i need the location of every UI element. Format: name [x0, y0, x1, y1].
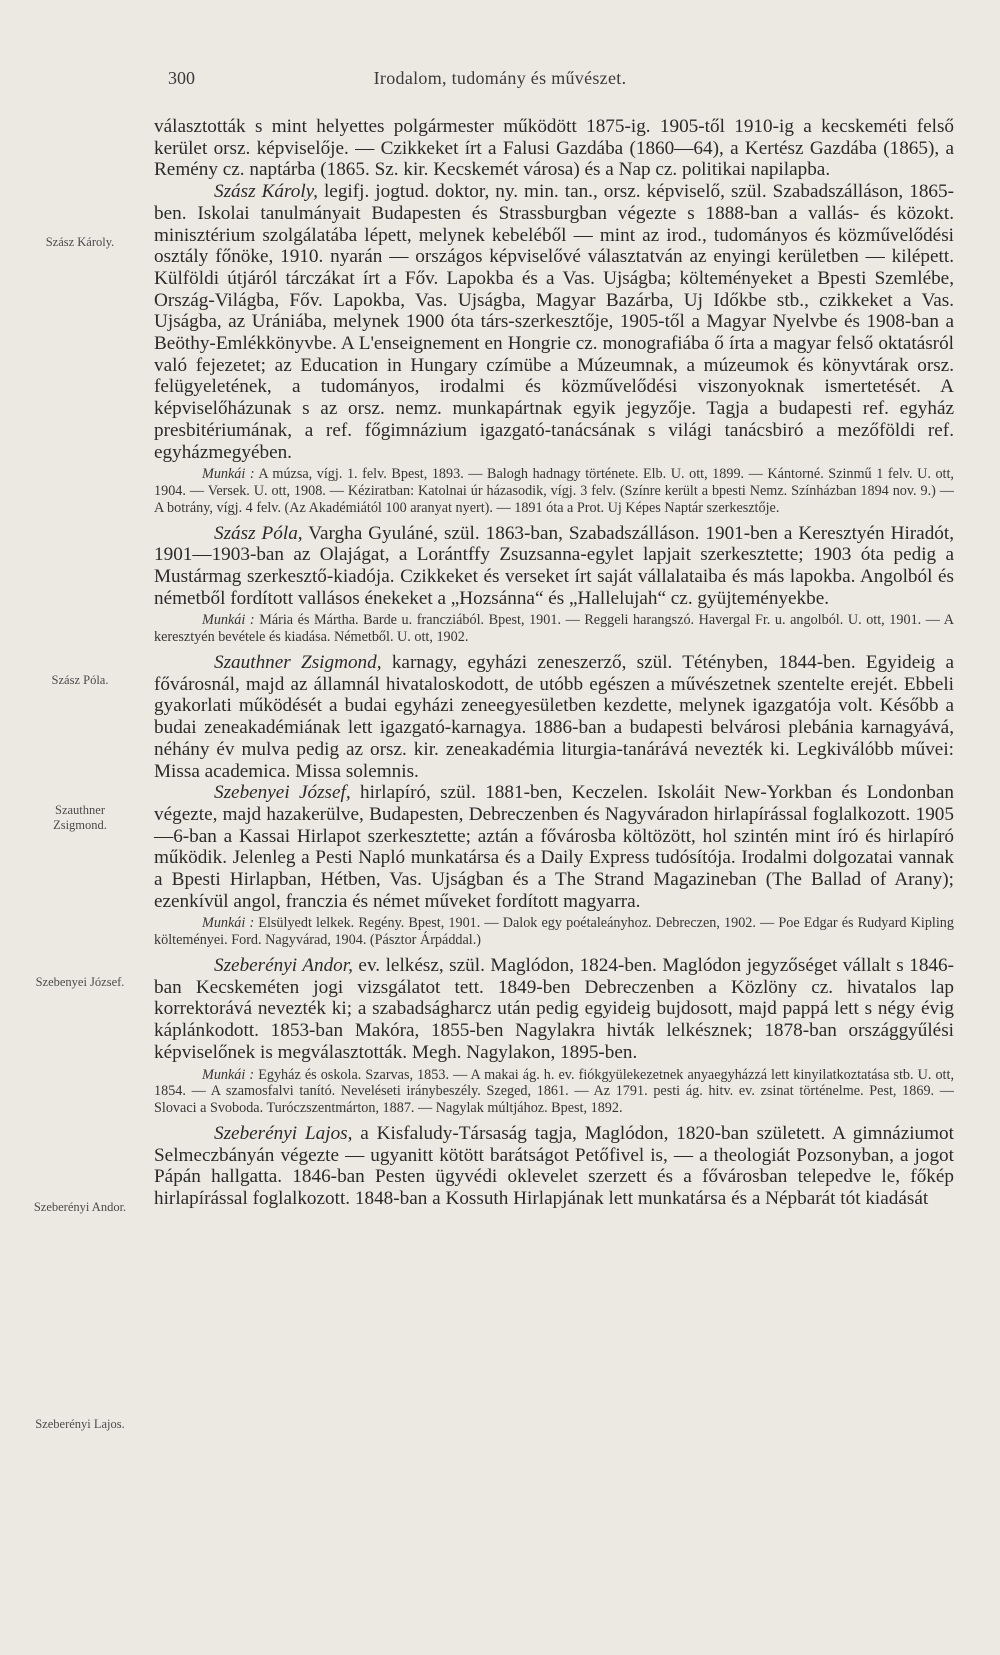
- margin-note-szeberenyi-andor: Szeberényi Andor.: [33, 1200, 127, 1214]
- works-text: Egyház és oskola. Szarvas, 1853. — A makai ág. h. ev. fiókgyülekezetnek anyaegyházzá lett kinyilatkoztatása stb. U. ott, 1854. — A szamosfalvi tanító. Neveléseti iránybeszély. Szeged, 1861. — Az 1791. pesti ág. hitv. ev. zsinat történelme. Pest, 1869. — Slovaci a Svoboda. Turóczszentmárton, 1887. — Nagylak múltjához. Bpest, 1892.: [154, 1066, 954, 1117]
- entry-text: a Kisfaludy-Társaság tagja, Maglódon, 1820-ban született. A gimnáziumot Selmeczbányán végezte — ugyanitt kötött barátságot Petőfivel is, — a theologiát Pozsonyban, a jogot Pápán hallgatta. 1846-ban Pesten ügyvédi oklevelet szerzett és a fővárosban telepedve le, főkép hirlapírással foglalkozott. 1848-ban a Kossuth Hirlapjának lett munkatársa és a Népbarát tót kiadását: [154, 1122, 954, 1210]
- entry-name: Szauthner Zsigmond,: [214, 652, 382, 674]
- works-list: [154, 1067, 954, 1117]
- page-number: 300: [168, 68, 195, 88]
- entry-name: Szeberényi Lajos,: [214, 1122, 353, 1144]
- entry-name: Szeberényi Andor,: [214, 955, 353, 977]
- biography-entry: [154, 1123, 954, 1210]
- works-text: A múzsa, vígj. 1. felv. Bpest, 1893. — Balogh hadnagy története. Elb. U. ott, 1899. — Kántorné. Szinmű 1 felv. U. ott, 1904. — Versek. U. ott, 1908. — Kéziratban: Katolnai úr házasodik, vígj. 3 felv. (Színre került a bpesti Nemz. Színházban 1894 nov. 9.) — A botrány, vígj. 4 felv. (Az Akadémiától 100 aranyat nyert). — 1891 óta a Prot. Uj Képes Naptár szerkesztője.: [154, 466, 954, 516]
- margin-note-szauthner-zsigmond: Szauthner Zsigmond.: [53, 803, 107, 832]
- margin-note-szeberenyi-lajos: Szeberényi Lajos.: [35, 1417, 125, 1431]
- entry-name: Szász Károly,: [214, 181, 318, 203]
- entry-name: Szebenyei József,: [214, 782, 351, 804]
- works-text: Elsülyedt lelkek. Regény. Bpest, 1901. — Dalok egy poétaleányhoz. Debreczen, 1902. — Poe Edgar és Rudyard Kipling költeményei. Ford. Nagyvárad, 1904. (Pásztor Árpáddal.): [154, 915, 954, 949]
- entry-text: ev. lelkész, szül. Maglódon, 1824-ben. Maglódon jegyzőséget vállalt s 1846-ban Kecskeméten jogi vizsgálatot tett. 1849-ben Debreczenben a Közlöny cz. hivatalos lap korrektorává nevezték ki; a szabadságharcz után pedig egyideig bujdosott, majd pappá lett s négy évig káplánkodott. 1853-ban Makóra, 1855-ben Nagylakra hivták lelkésznek; 1878-ban országgyűlési képviselőnek is megválasztották. Megh. Nagylakon, 1895-ben.: [154, 955, 955, 1063]
- margin-note-szasz-karoly: Szász Károly.: [45, 235, 115, 249]
- biography-entry: [154, 652, 954, 782]
- works-label: Munkái :: [202, 1066, 255, 1083]
- page-header: [0, 68, 1000, 98]
- continued-paragraph: választották s mint helyettes polgármester működött 1875-ig. 1905-től 1910-ig a kecskeméti felső kerület orsz. képviselője. — Czikkeket írt a Falusi Gazdába (1860—64), a Kertész Gazdába (1865), a Remény cz. naptárba (1865. Sz. kir. Kecskemét városa) és a Nap cz. politikai napilapba.: [154, 116, 954, 181]
- works-list: [154, 915, 954, 949]
- margin-note-szasz-pola: Szász Póla.: [51, 673, 109, 687]
- entry-text: legifj. jogtud. doktor, ny. min. tan., orsz. képviselő, szül. Szabadszálláson, 1865-ben. Iskolai tanulmányait Budapesten és Strassburgban végezte s 1888-ban a vallás- és közokt. minisztérium szolgálatába lépett, melynek kebeléből — mint az irod., tudományos és közművelődési osztály főnöke, 1910. nyarán — országos képviselővé választatván az enyingi kerületben — kilépett. Külföldi útjáról tárczákat írt a Főv. Lapokba és a Vas. Ujságba; költeményeket a Bpesti Szemlébe, Ország-Világba, Főv. Lapokba, Vas. Ujságba, Magyar Bazárba, Uj Időkbe stb., czikkeket a Vas. Ujságba, az Urániába, melynek 1900 óta társ-szerkesztője, 1905-től a Magyar Nyelvbe és 1908-ban a Beöthy-Emlékkönyvbe. A L'enseignement en Hongrie cz. monografiába ő írta a magyar felső oktatásról való fejezetet; az Education in Hungary czímübe a Múzeumnak, a múzeumok és könyvtárak orsz. felügyeletének, a tudományos, irodalmi és közművelődési viszonyoknak ismertetését. A képviselőházunak s az orsz. nemz. munkapártnak egyik jegyzője. Tagja a budapesti ref. egyház presbitériumának, a ref. főgimnázium igazgató-tanácsának s világi tanácsbiró a mezőföldi ref. egyházmegyében.: [154, 181, 954, 463]
- biography-entry: [154, 181, 954, 463]
- entry-text: hirlapíró, szül. 1881-ben, Keczelen. Iskoláit New-Yorkban és Londonban végezte, majd hazakerülve, Budapesten, Debreczenben és Nagyváradon hirlapírással foglalkozott. 1905—6-ban a Kassai Hirlapot szerkesztette; aztán a fővárosba költözött, hol szintén mint író és hirlapíró működik. Jelenleg a Pesti Napló munkatársa és a Daily Express tudósítója. Irodalmi dolgozatai vannak a Bpesti Hirlapban, Hétben, Vas. Ujságban és a The Strand Magazineban (The Ballad of Arany); ezenkívül angol, franczia és német műveket fordított magyarra.: [154, 782, 954, 912]
- entry-text: karnagy, egyházi zeneszerző, szül. Tétényben, 1844-ben. Egyideig a fővárosnál, majd az államnál hivataloskodott, de utóbb egészen a művészetnek szentelte erejét. Ebbeli gyakorlati működését a budai egyházi zeneegyesületben kezdette, melynek igazgatója volt. Később a budai zeneakadémiának lett igazgató-karnagya. 1886-ban a budapesti belvárosi plebánia karnagyává, néhány év mulva pedig az orsz. kir. zeneakadémia liturgia-tanárává nevezték ki. Legkiválóbb művei: Missa academica. Missa solemnis.: [154, 652, 954, 782]
- biography-entry: [154, 523, 954, 610]
- works-label: Munkái :: [202, 466, 255, 483]
- biography-entry: [154, 955, 954, 1064]
- works-list: [154, 466, 954, 516]
- entry-text: Vargha Gyuláné, szül. 1863-ban, Szabadszálláson. 1901-ben a Keresztyén Hiradót, 1901—1903-ban az Olajágat, a Lorántffy Zsuzsanna-egylet lapjait szerkesztette; 1903 óta pedig a Mustármag szerkesztő-kiadója. Czikkeket és verseket írt saját vállalataiba és más lapokba. Angolból és németből fordított vallásos énekeket a „Hozsánna“ és „Hallelujah“ cz. gyüjteményekbe.: [154, 522, 955, 609]
- works-label: Munkái :: [202, 612, 255, 629]
- works-text: Mária és Mártha. Barde u. francziából. Bpest, 1901. — Reggeli harangszó. Havergal Fr. u. angolból. U. ott, 1901. — A keresztyén bevétele és kiadása. Németből. U. ott, 1902.: [154, 612, 954, 646]
- works-label: Munkái :: [202, 915, 255, 932]
- margin-note-szebenyei-jozsef: Szebenyei József.: [35, 975, 125, 989]
- works-list: [154, 612, 954, 646]
- running-title: Irodalom, tudomány és művészet.: [373, 68, 627, 88]
- biography-entry: [154, 782, 954, 912]
- main-text-column: [154, 116, 954, 1210]
- entry-name: Szász Póla,: [214, 522, 303, 544]
